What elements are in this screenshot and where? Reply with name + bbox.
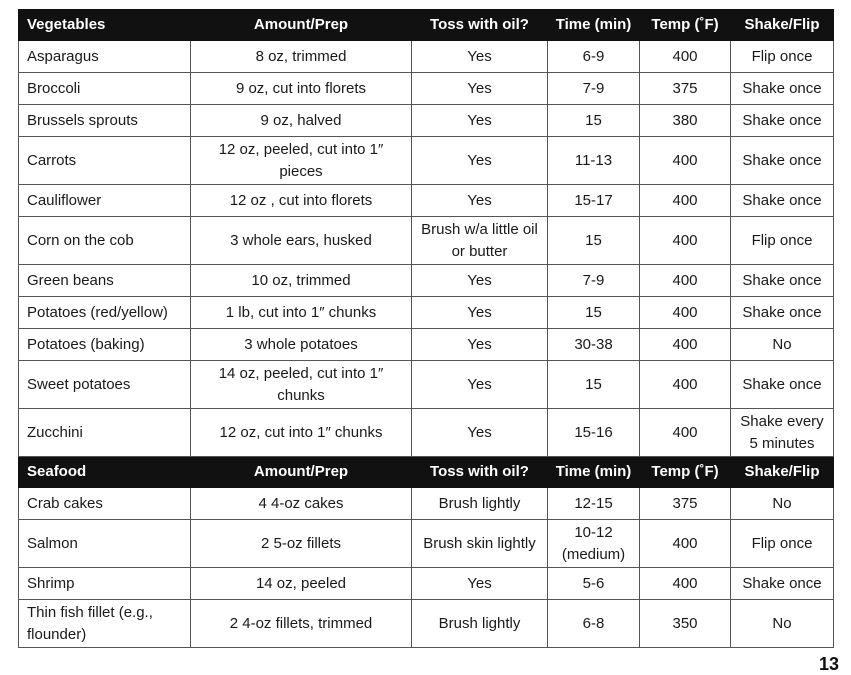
cell-time-min: 7-9 — [548, 73, 640, 105]
cell-item: Crab cakes — [19, 488, 191, 520]
cell-amount-prep: 12 oz, cut into 1″ chunks — [191, 409, 412, 457]
cell-amount-prep: 10 oz, trimmed — [191, 265, 412, 297]
page-number: 13 — [818, 654, 839, 674]
table-row — [19, 297, 834, 329]
cell-item: Potatoes (baking) — [19, 329, 191, 361]
cell-amount-prep: 1 lb, cut into 1″ chunks — [191, 297, 412, 329]
cell-time-min: 6-9 — [548, 41, 640, 73]
cell-temp-f: 400 — [640, 329, 731, 361]
cell-shake-flip: Shake once — [731, 361, 834, 409]
cell-toss-with-oil: Brush lightly — [412, 600, 548, 648]
cell-toss-with-oil: Yes — [412, 329, 548, 361]
cell-item: Carrots — [19, 137, 191, 185]
cell-time-min: 5-6 — [548, 568, 640, 600]
cell-shake-flip: Shake once — [731, 73, 834, 105]
cell-time-min: 15 — [548, 217, 640, 265]
cell-time-min: 15-17 — [548, 185, 640, 217]
cell-amount-prep: 9 oz, halved — [191, 105, 412, 137]
table-row — [19, 137, 834, 185]
cell-time-min: 7-9 — [548, 265, 640, 297]
cell-toss-with-oil: Brush skin lightly — [412, 520, 548, 568]
cell-amount-prep: 14 oz, peeled — [191, 568, 412, 600]
cell-temp-f: 400 — [640, 41, 731, 73]
cell-time-min: 10-12 (medium) — [548, 520, 640, 568]
cell-temp-f: 400 — [640, 409, 731, 457]
cell-temp-f: 400 — [640, 137, 731, 185]
header-item: Vegetables — [19, 10, 191, 41]
cell-temp-f: 400 — [640, 217, 731, 265]
cell-shake-flip: Shake once — [731, 265, 834, 297]
cell-amount-prep: 9 oz, cut into florets — [191, 73, 412, 105]
cell-amount-prep: 2 4-oz fillets, trimmed — [191, 600, 412, 648]
cell-item: Shrimp — [19, 568, 191, 600]
cell-amount-prep: 2 5-oz fillets — [191, 520, 412, 568]
cell-amount-prep: 3 whole ears, husked — [191, 217, 412, 265]
cell-time-min: 15 — [548, 361, 640, 409]
cell-temp-f: 400 — [640, 520, 731, 568]
table-row — [19, 488, 834, 520]
header-toss-with-oil: Toss with oil? — [412, 10, 548, 41]
header-time-min: Time (min) — [548, 10, 640, 41]
cell-amount-prep: 3 whole potatoes — [191, 329, 412, 361]
cell-shake-flip: Shake once — [731, 568, 834, 600]
cell-time-min: 11-13 — [548, 137, 640, 185]
cell-temp-f: 375 — [640, 73, 731, 105]
cell-shake-flip: No — [731, 329, 834, 361]
table-row — [19, 329, 834, 361]
table-row — [19, 185, 834, 217]
cell-shake-flip: Shake once — [731, 105, 834, 137]
cell-shake-flip: Shake every 5 minutes — [731, 409, 834, 457]
cell-toss-with-oil: Yes — [412, 105, 548, 137]
cell-toss-with-oil: Yes — [412, 41, 548, 73]
table-row — [19, 41, 834, 73]
cell-shake-flip: Flip once — [731, 41, 834, 73]
cell-item: Broccoli — [19, 73, 191, 105]
cell-toss-with-oil: Yes — [412, 297, 548, 329]
cell-temp-f: 400 — [640, 185, 731, 217]
cell-toss-with-oil: Brush w/a little oil or butter — [412, 217, 548, 265]
cell-temp-f: 350 — [640, 600, 731, 648]
seafood-header-row — [19, 457, 834, 488]
table-row — [19, 361, 834, 409]
header-temp-f: Temp (˚F) — [640, 10, 731, 41]
cell-toss-with-oil: Yes — [412, 73, 548, 105]
cell-shake-flip: Shake once — [731, 185, 834, 217]
cell-item: Brussels sprouts — [19, 105, 191, 137]
header-shake-flip: Shake/Flip — [731, 457, 834, 488]
cell-item: Thin fish fillet (e.g., flounder) — [19, 600, 191, 648]
cell-shake-flip: Flip once — [731, 520, 834, 568]
header-amount-prep: Amount/Prep — [191, 457, 412, 488]
cell-temp-f: 400 — [640, 297, 731, 329]
cell-amount-prep: 12 oz, peeled, cut into 1″ pieces — [191, 137, 412, 185]
table-row — [19, 105, 834, 137]
cell-shake-flip: Shake once — [731, 137, 834, 185]
cooking-chart — [18, 9, 834, 648]
table-row — [19, 520, 834, 568]
header-temp-f: Temp (˚F) — [640, 457, 731, 488]
cell-toss-with-oil: Yes — [412, 137, 548, 185]
cell-amount-prep: 4 4-oz cakes — [191, 488, 412, 520]
cell-temp-f: 400 — [640, 568, 731, 600]
cell-time-min: 30-38 — [548, 329, 640, 361]
cell-item: Zucchini — [19, 409, 191, 457]
cell-amount-prep: 12 oz , cut into florets — [191, 185, 412, 217]
cell-amount-prep: 8 oz, trimmed — [191, 41, 412, 73]
cell-temp-f: 380 — [640, 105, 731, 137]
cell-toss-with-oil: Yes — [412, 265, 548, 297]
table-row — [19, 73, 834, 105]
table-row — [19, 409, 834, 457]
cell-item: Cauliflower — [19, 185, 191, 217]
cell-item: Potatoes (red/yellow) — [19, 297, 191, 329]
cell-temp-f: 375 — [640, 488, 731, 520]
cell-toss-with-oil: Brush lightly — [412, 488, 548, 520]
cell-item: Corn on the cob — [19, 217, 191, 265]
table-row — [19, 600, 834, 648]
cell-temp-f: 400 — [640, 361, 731, 409]
cell-time-min: 12-15 — [548, 488, 640, 520]
cell-toss-with-oil: Yes — [412, 185, 548, 217]
cell-time-min: 15 — [548, 105, 640, 137]
cell-toss-with-oil: Yes — [412, 361, 548, 409]
header-time-min: Time (min) — [548, 457, 640, 488]
cell-item: Salmon — [19, 520, 191, 568]
cell-shake-flip: No — [731, 600, 834, 648]
header-shake-flip: Shake/Flip — [731, 10, 834, 41]
cell-shake-flip: Shake once — [731, 297, 834, 329]
table-row — [19, 568, 834, 600]
header-item: Seafood — [19, 457, 191, 488]
cell-item: Green beans — [19, 265, 191, 297]
cell-shake-flip: Flip once — [731, 217, 834, 265]
table-row — [19, 217, 834, 265]
vegetables-header-row — [19, 10, 834, 41]
cell-time-min: 6-8 — [548, 600, 640, 648]
cell-item: Sweet potatoes — [19, 361, 191, 409]
cell-shake-flip: No — [731, 488, 834, 520]
cell-toss-with-oil: Yes — [412, 568, 548, 600]
cell-temp-f: 400 — [640, 265, 731, 297]
cell-time-min: 15 — [548, 297, 640, 329]
table-row — [19, 265, 834, 297]
cell-time-min: 15-16 — [548, 409, 640, 457]
header-amount-prep: Amount/Prep — [191, 10, 412, 41]
cell-amount-prep: 14 oz, peeled, cut into 1″ chunks — [191, 361, 412, 409]
cell-item: Asparagus — [19, 41, 191, 73]
header-toss-with-oil: Toss with oil? — [412, 457, 548, 488]
cell-toss-with-oil: Yes — [412, 409, 548, 457]
